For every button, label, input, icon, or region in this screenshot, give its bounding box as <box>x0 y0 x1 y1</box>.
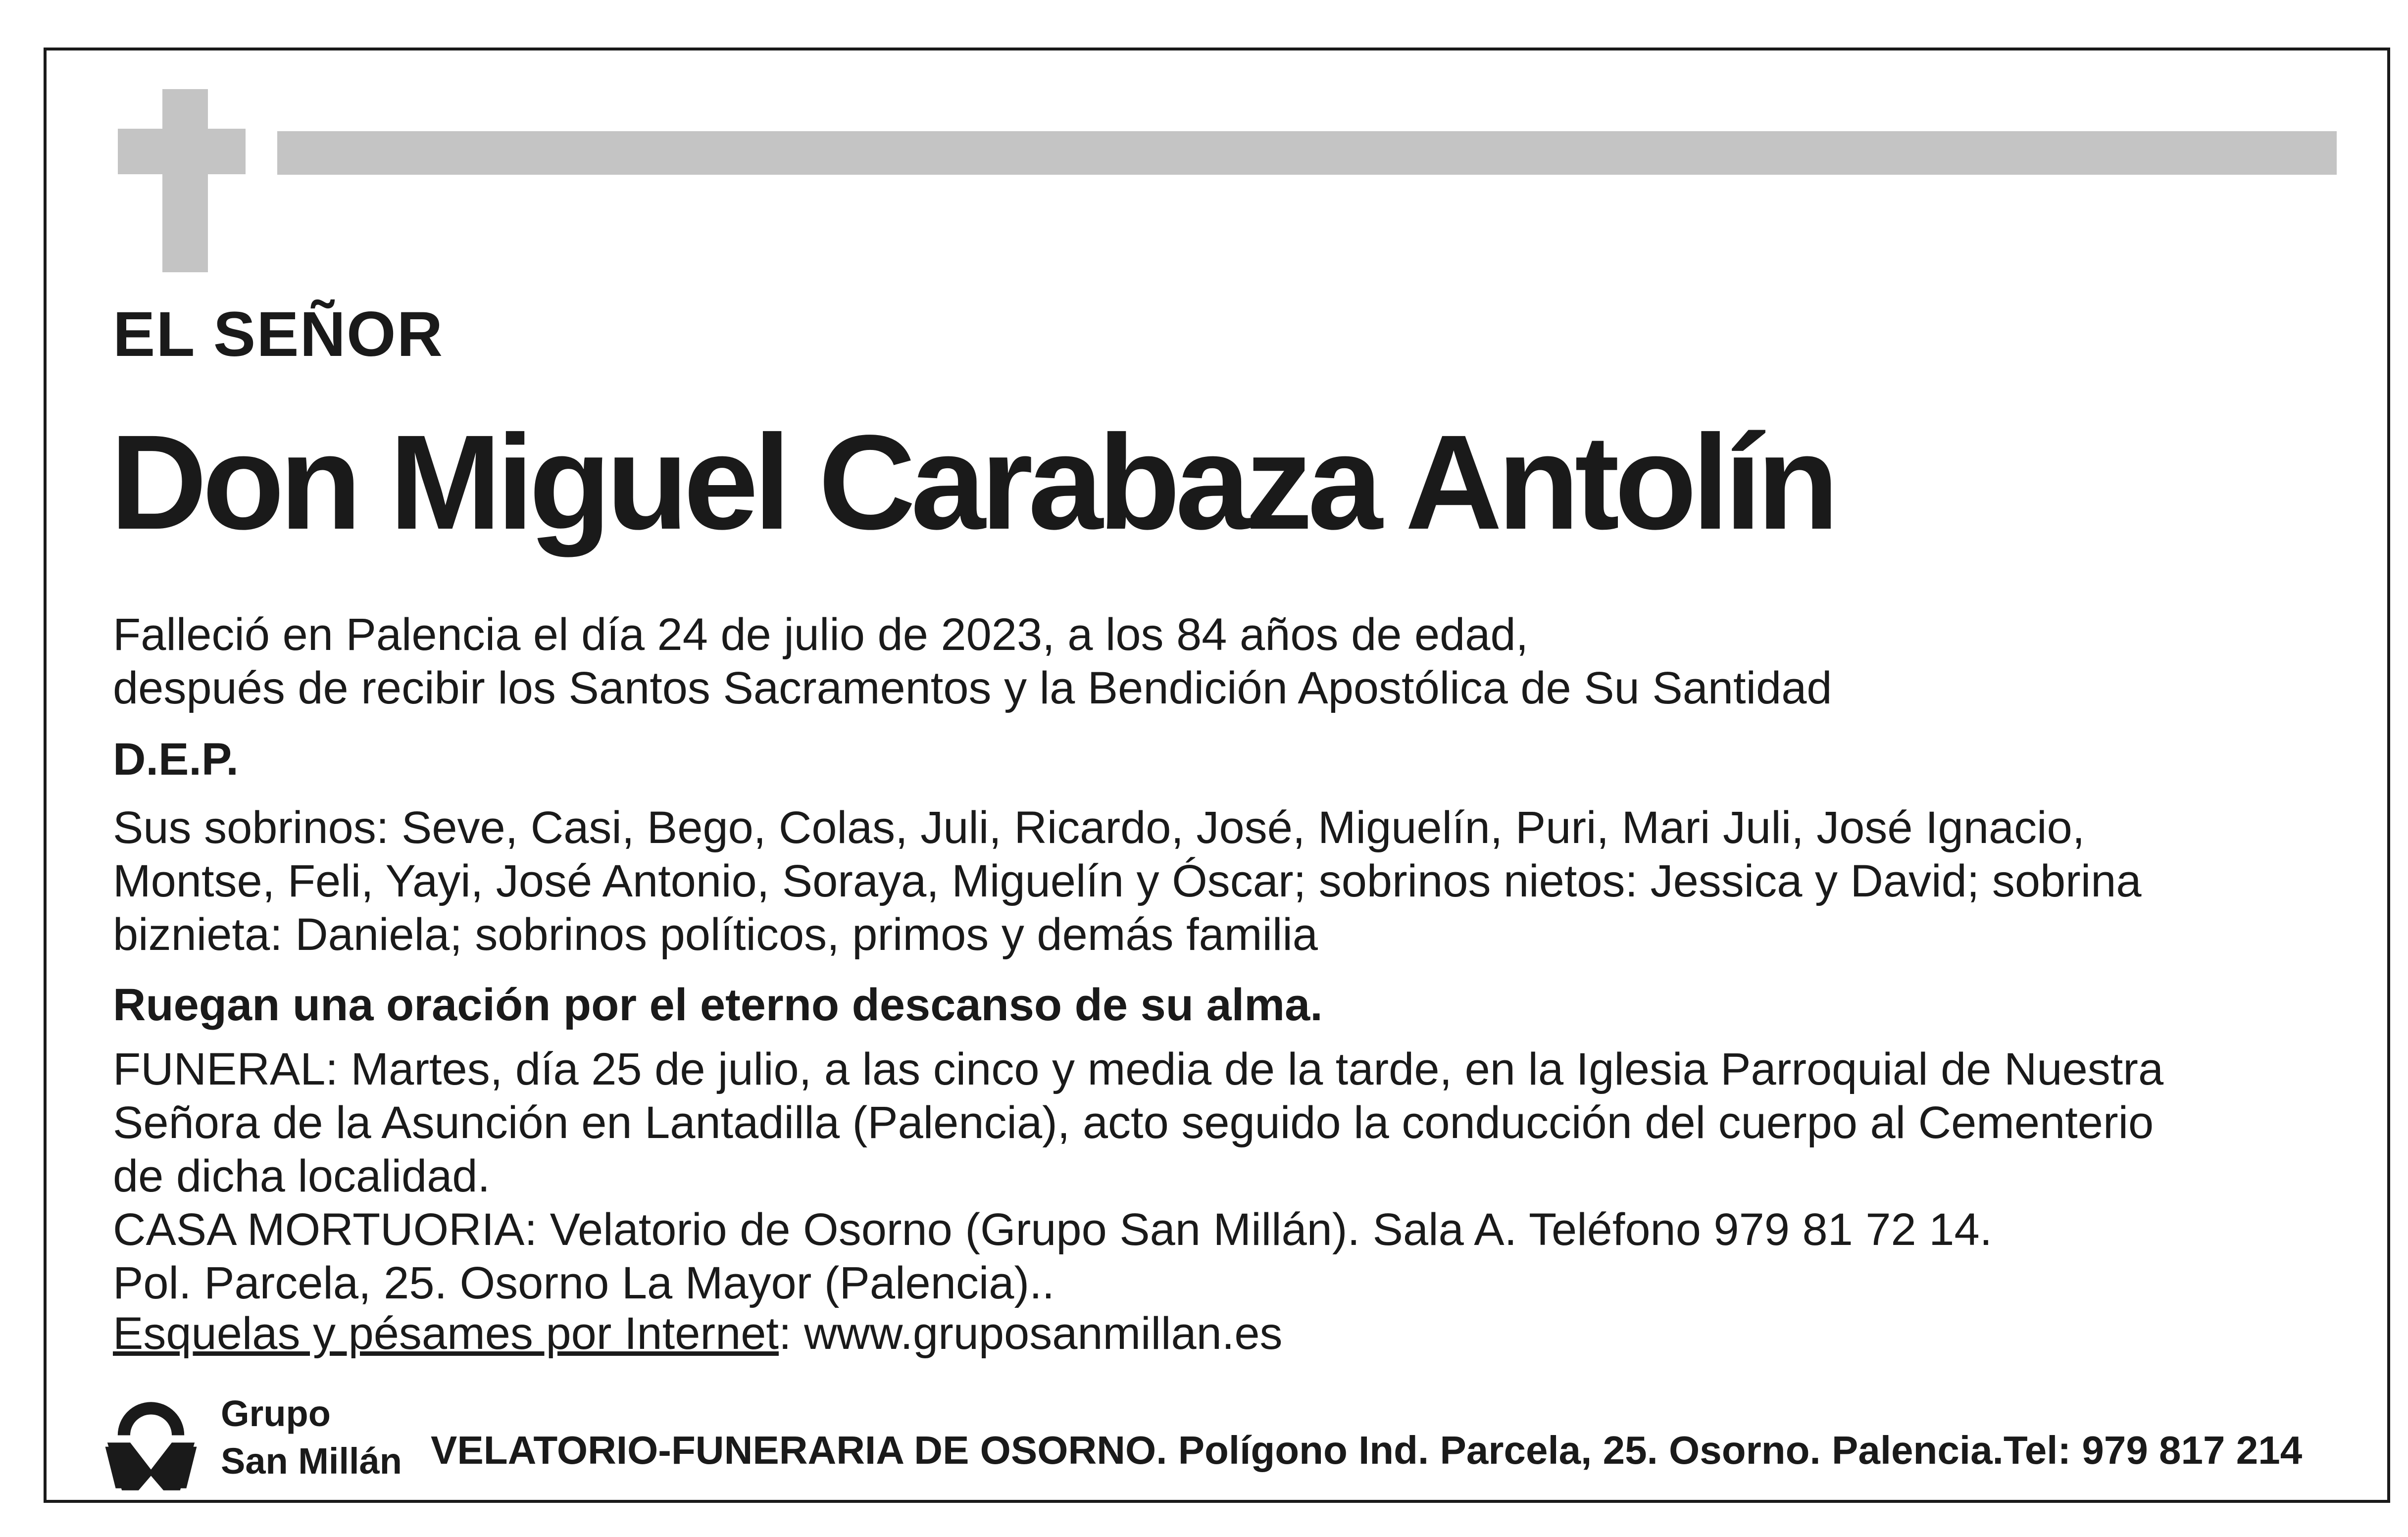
header-rule <box>277 131 2337 175</box>
cross-icon-arm <box>118 129 246 174</box>
death-line: Falleció en Palencia el día 24 de julio de 2023, a los 84 años de edad, <box>113 609 1529 660</box>
website-link[interactable]: www.gruposanmillan.es <box>804 1308 1283 1359</box>
logo-line: San Millán <box>221 1440 402 1482</box>
relatives-paragraph <box>113 801 2351 961</box>
website-line <box>113 1307 2351 1360</box>
funeral-line: de dicha localidad. <box>113 1151 491 1201</box>
cross-icon <box>162 89 208 272</box>
logo-line: Grupo <box>221 1393 331 1434</box>
death-notice <box>113 608 2351 715</box>
relatives-line: Sus sobrinos: Seve, Casi, Bego, Colas, Juli, Ricardo, José, Miguelín, Puri, Mari Juli, José Ignacio, <box>113 802 2085 853</box>
funeral-line: FUNERAL: Martes, día 25 de julio, a las cinco y media de la tarde, en la Iglesia Parroquial de Nuestra <box>113 1044 2164 1094</box>
funeral-line: Señora de la Asunción en Lantadilla (Palencia), acto seguido la conducción del cuerpo al Cementerio <box>113 1097 2154 1148</box>
death-line: después de recibir los Santos Sacramentos y la Bendición Apostólica de Su Santidad <box>113 663 1832 713</box>
dep-label: D.E.P. <box>113 734 239 785</box>
footer-address: VELATORIO-FUNERARIA DE OSORNO. Polígono Ind. Parcela, 25. Osorno. Palencia.Tel: 979 817 214 <box>431 1428 2303 1472</box>
deceased-name: Don Miguel Carabaza Antolín <box>110 407 1834 557</box>
mortuary-line: Pol. Parcela, 25. Osorno La Mayor (Palencia).. <box>113 1258 1055 1308</box>
logo-text <box>221 1390 402 1485</box>
grupo-san-millan-logo-icon <box>99 1388 203 1492</box>
relatives-line: Montse, Feli, Yayi, José Antonio, Soraya, Miguelín y Óscar; sobrinos nietos: Jessica y David; sobrina <box>113 856 2142 906</box>
funeral-details <box>113 1042 2351 1310</box>
website-label: Esquelas y pésames por Internet <box>113 1308 779 1359</box>
prayer-line: Ruegan una oración por el eterno descanso de su alma. <box>113 980 1323 1030</box>
website-separator: : <box>778 1308 804 1359</box>
honorific: EL SEÑOR <box>113 299 444 370</box>
relatives-line: biznieta: Daniela; sobrinos políticos, primos y demás familia <box>113 909 1318 960</box>
mortuary-line: CASA MORTUORIA: Velatorio de Osorno (Grupo San Millán). Sala A. Teléfono 979 81 72 14. <box>113 1204 1993 1255</box>
